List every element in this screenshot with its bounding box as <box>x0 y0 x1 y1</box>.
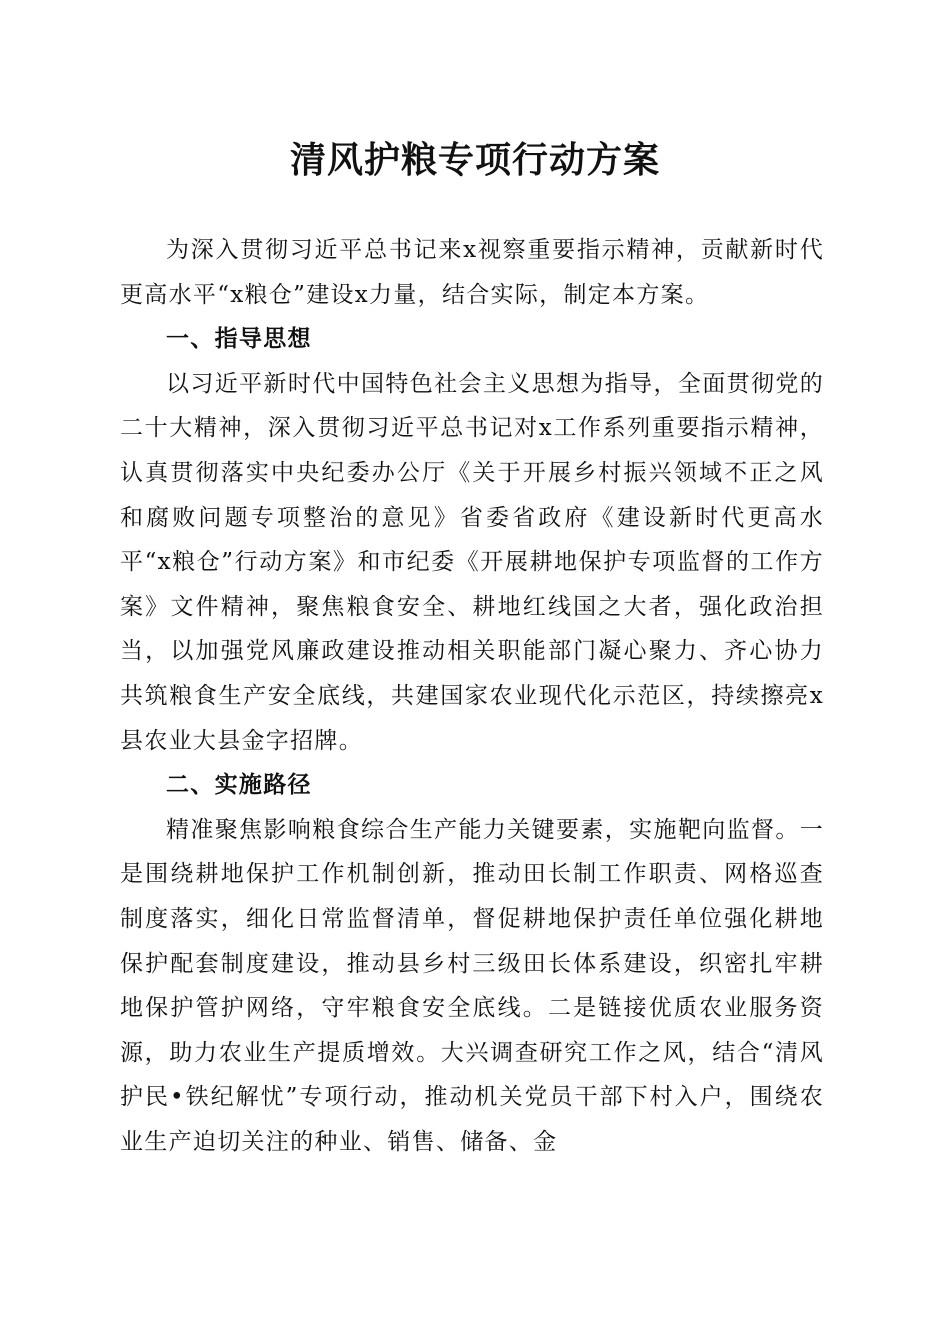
section-paragraph-guiding-thought: 以习近平新时代中国特色社会主义思想为指导，全面贯彻党的二十大精神，深入贯彻习近平总书记对x工作系列重要指示精神，认真贯彻落实中央纪委办公厅《关于开展乡村振兴领域不正之风和腐败问题专项整治的意见》省委省政府《建设新时代更高水平“x粮仓”行动方案》和市纪委《开展耕地保护专项监督的工作方案》文件精神，聚焦粮食安全、耕地红线国之大者，强化政治担当，以加强党风廉政建设推动相关职能部门凝心聚力、齐心协力共筑粮食生产安全底线，共建国家农业现代化示范区，持续擦亮x县农业大县金字招牌。 <box>120 370 824 754</box>
intro-paragraph: 为深入贯彻习近平总书记来x视察重要指示精神，贡献新时代更高水平“x粮仓”建设x力量，结合实际，制定本方案。 <box>120 237 824 308</box>
document-body <box>120 228 824 1164</box>
section-paragraph-implementation-path: 精准聚焦影响粮食综合生产能力关键要素，实施靶向监督。一是围绕耕地保护工作机制创新，推动田长制工作职责、网格巡查制度落实，细化日常监督清单，督促耕地保护责任单位强化耕地保护配套制度建设，推动县乡村三级田长体系建设，织密扎牢耕地保护管护网络，守牢粮食安全底线。二是链接优质农业服务资源，助力农业生产提质增效。大兴调查研究工作之风，结合“清风护民•铁纪解忧”专项行动，推动机关党员干部下村入户，围绕农业生产迫切关注的种业、销售、储备、金 <box>120 816 824 1155</box>
section-heading-guiding-thought: 一、指导思想 <box>166 326 312 353</box>
document-title: 清风护粮专项行动方案 <box>289 139 660 181</box>
section-heading-implementation-path: 二、实施路径 <box>166 772 312 799</box>
